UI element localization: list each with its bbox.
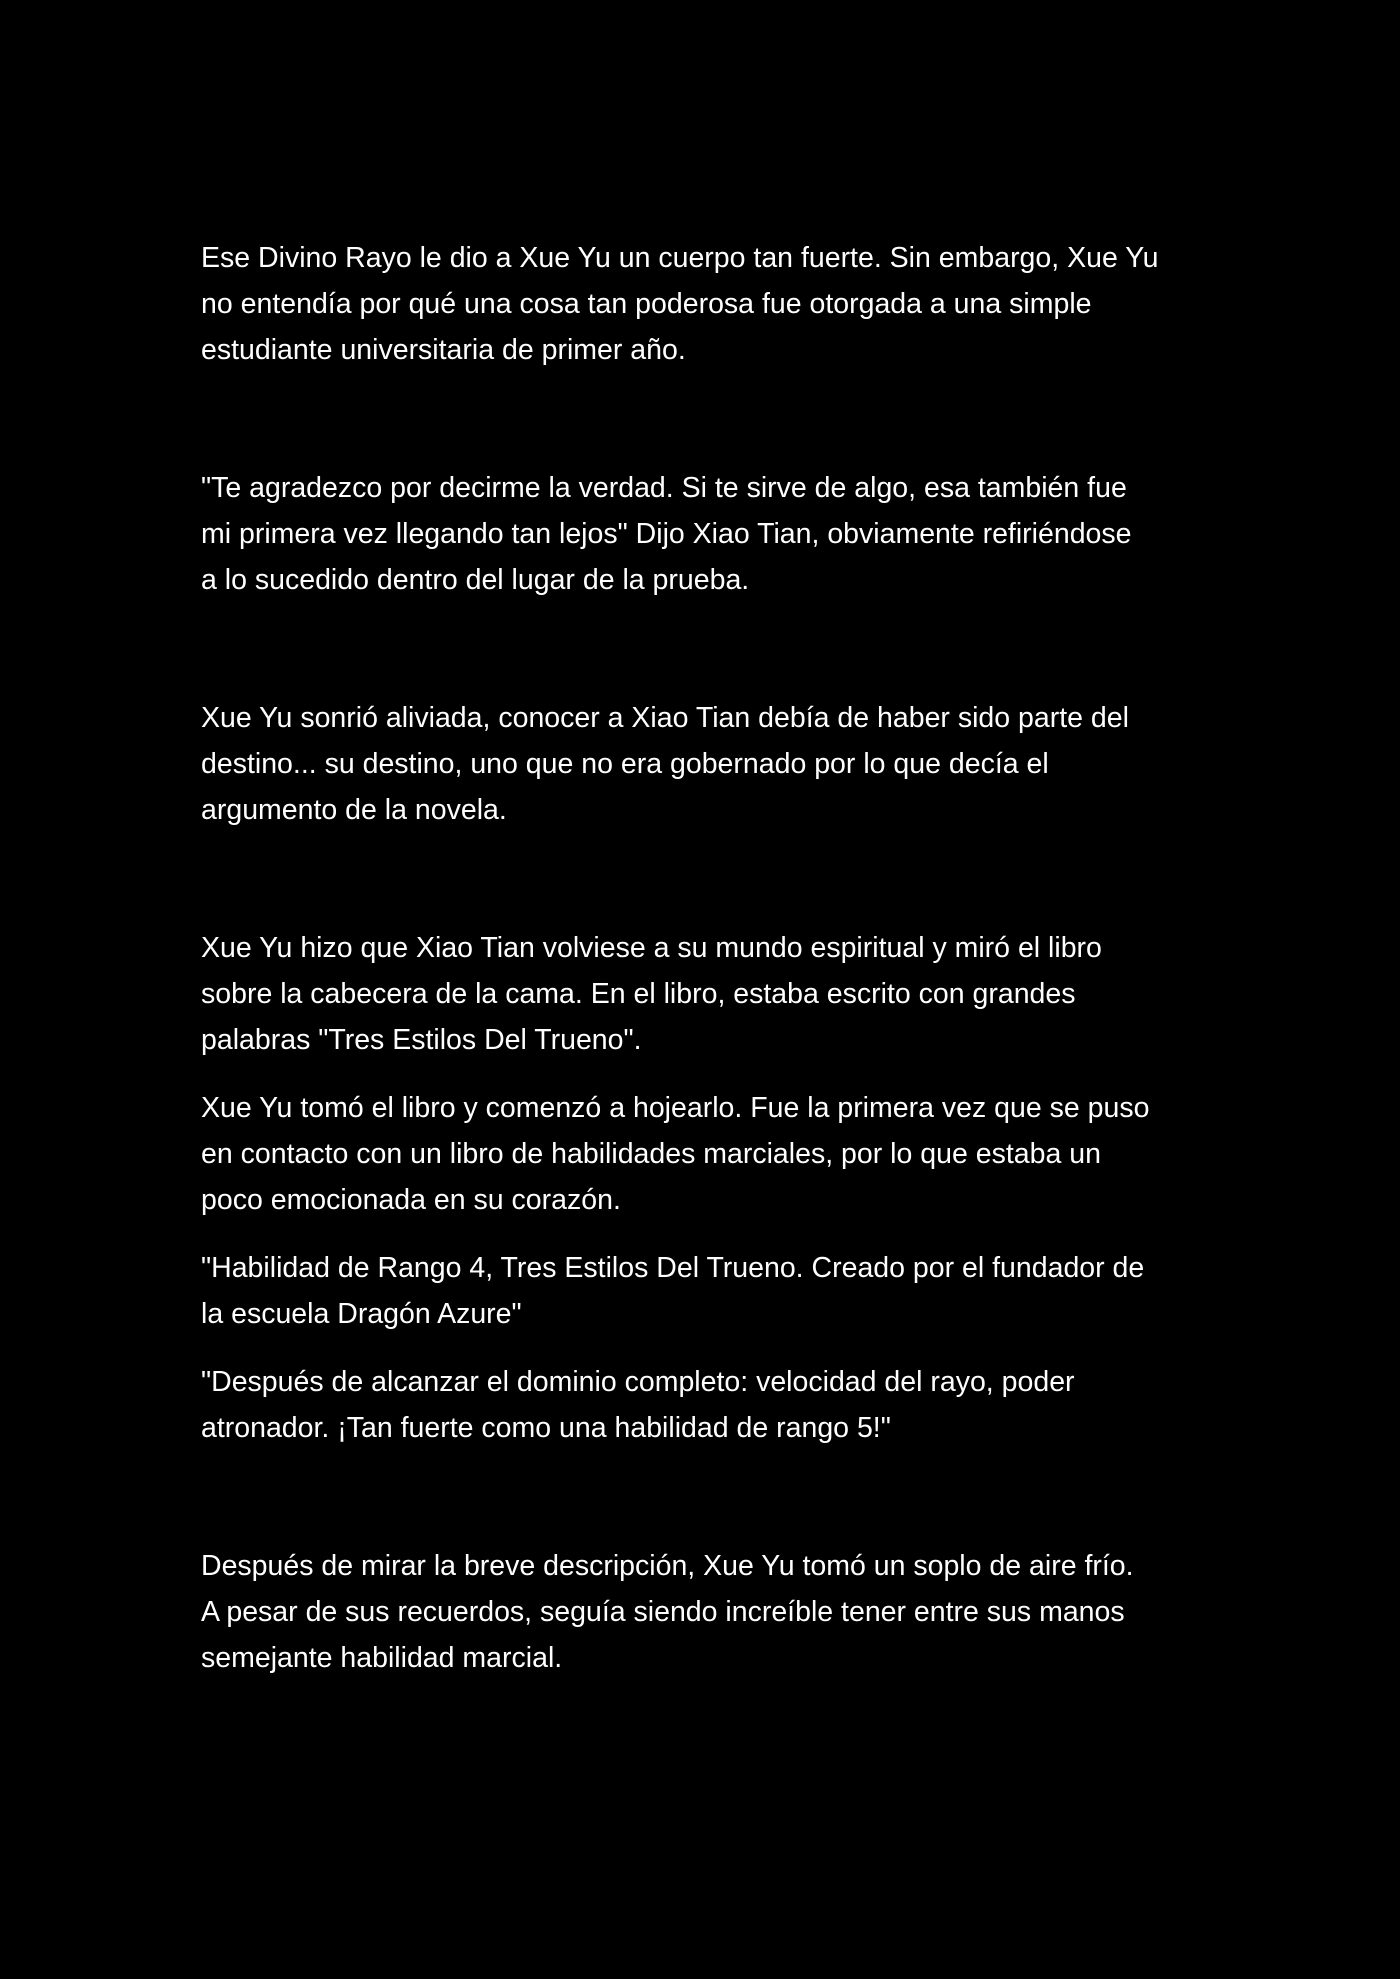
paragraph-3: Xue Yu sonrió aliviada, conocer a Xiao Tian debía de haber sido parte del destino... su destino, uno que no era gobernado por lo que decía el argumento de la novela. (201, 702, 1129, 826)
paragraph-4: Xue Yu hizo que Xiao Tian volviese a su mundo espiritual y miró el libro sobre la cabecera de la cama. En el libro, estaba escrito con grandes palabras "Tres Estilos Del Trueno". (201, 932, 1102, 1056)
paragraph-8: Después de mirar la breve descripción, Xue Yu tomó un soplo de aire frío. A pesar de sus recuerdos, seguía siendo increíble tener entre sus manos semejante habilidad marcial. (201, 1550, 1134, 1674)
paragraph-7: "Después de alcanzar el dominio completo: velocidad del rayo, poder atronador. ¡Tan fuerte como una habilidad de rango 5!" (201, 1366, 1075, 1444)
paragraph-2: "Te agradezco por decirme la verdad. Si te sirve de algo, esa también fue mi primera vez llegando tan lejos" Dijo Xiao Tian, obviamente refiriéndose a lo sucedido dentro del lugar de la prueba. (201, 472, 1132, 596)
paragraph-6: "Habilidad de Rango 4, Tres Estilos Del Trueno. Creado por el fundador de la escuela Dragón Azure" (201, 1252, 1145, 1330)
paragraph-5: Xue Yu tomó el libro y comenzó a hojearlo. Fue la primera vez que se puso en contacto con un libro de habilidades marciales, por lo que estaba un poco emocionada en su corazón. (201, 1092, 1150, 1216)
paragraph-1: Ese Divino Rayo le dio a Xue Yu un cuerpo tan fuerte. Sin embargo, Xue Yu no entendía por qué una cosa tan poderosa fue otorgada a una simple estudiante universitaria de primer año. (201, 242, 1159, 366)
text-column (201, 235, 1201, 1681)
